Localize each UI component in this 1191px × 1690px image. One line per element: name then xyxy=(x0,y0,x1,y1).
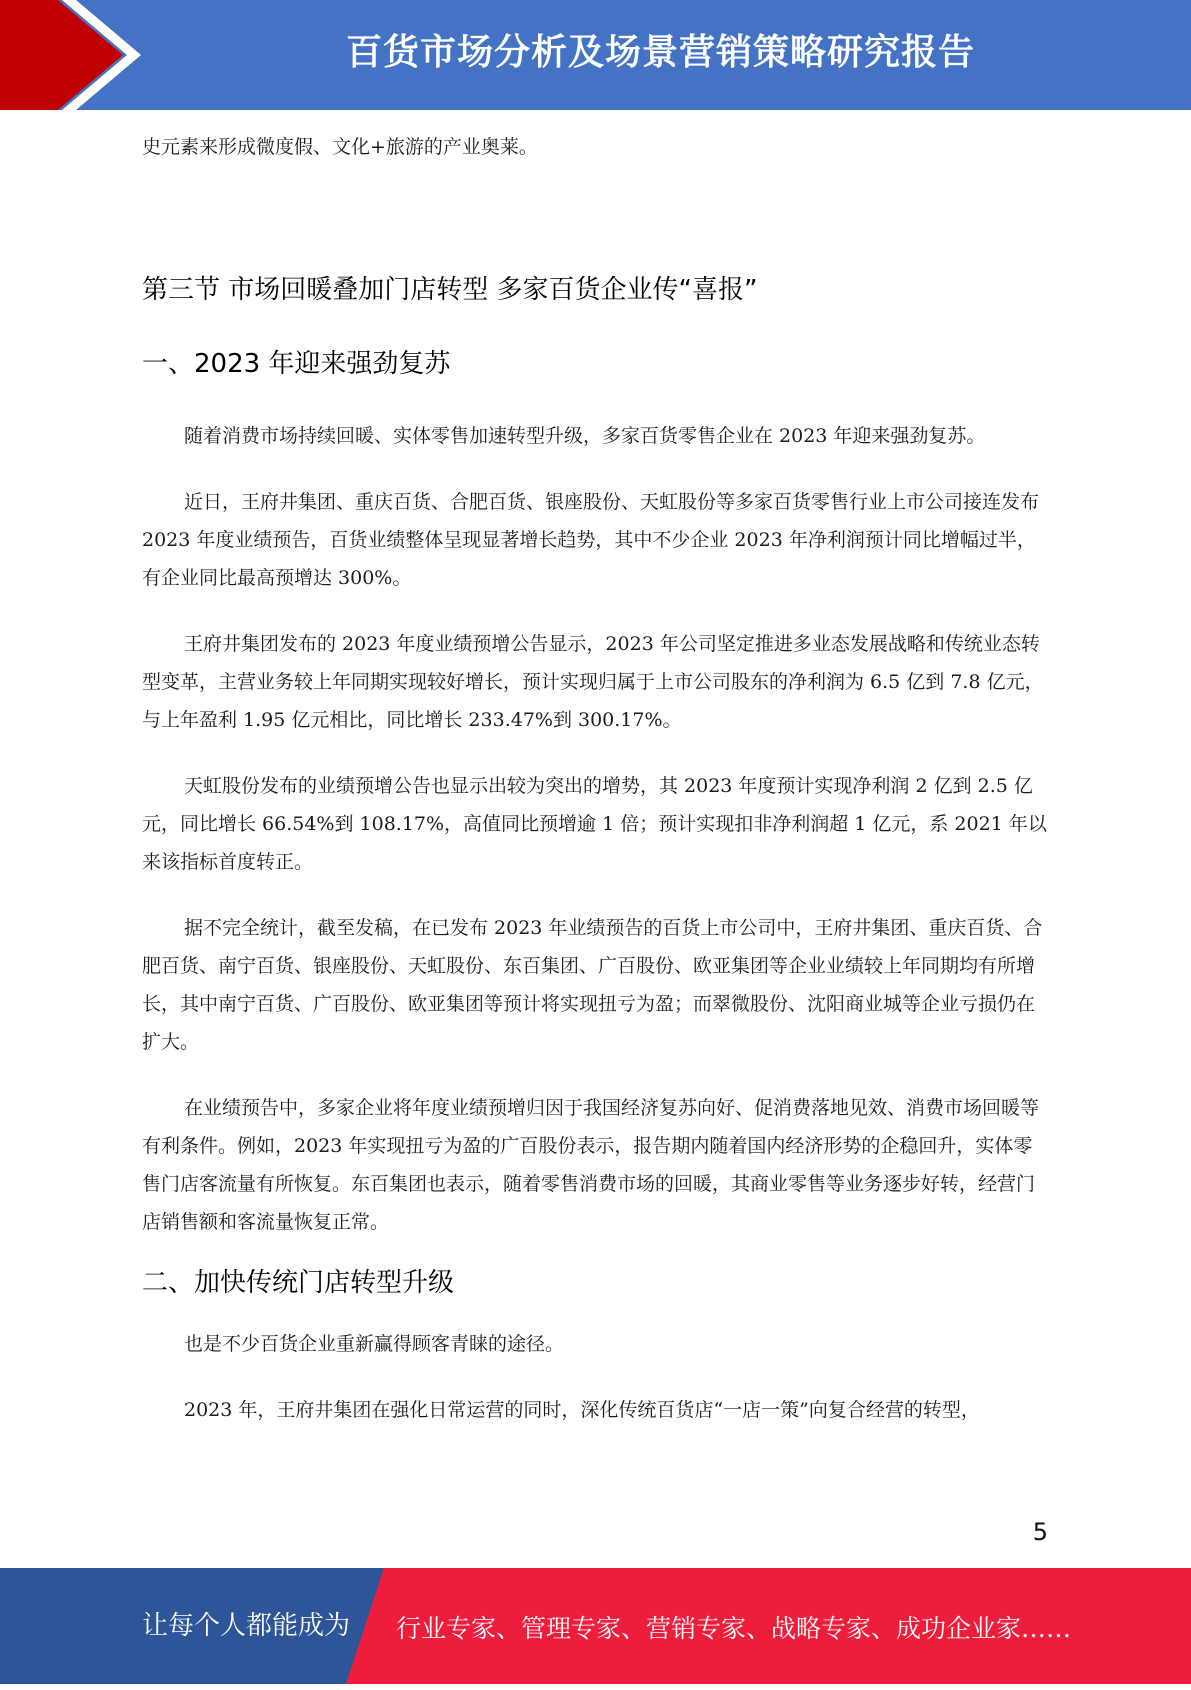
subsection-title-2: 二、加快传统门店转型升级 xyxy=(142,1268,455,1298)
report-title: 百货市场分析及场景营销策略研究报告 xyxy=(345,32,975,73)
paragraph-wangfujing: 王府井集团发布的 2023 年度业绩预增公告显示，2023 年公司坚定推进多业态发展战略和传统业态转型变革，主营业务较上年同期实现较好增长，预计实现归属于上市公司股东的净利润为 6.5 亿到 7.8 亿元，与上年盈利 1.95 亿元相比，同比增长 233.47%到 300.17%。 xyxy=(142,633,1044,731)
paragraph-tianhong: 天虹股份发布的业绩预增公告也显示出较为突出的增势，其 2023 年度预计实现净利润 2 亿到 2.5 亿元，同比增长 66.54%到 108.17%，高值同比预增逾 1 倍；预计实现扣非净利润超 1 亿元，系 2021 年以来该指标首度转正。 xyxy=(142,775,1047,873)
footer-slogan-right: 行业专家、管理专家、营销专家、战略专家、成功企业家…… xyxy=(396,1614,1072,1643)
paragraph-forecasts: 近日，王府井集团、重庆百货、合肥百货、银座股份、天虹股份等多家百货零售行业上市公司接连发布 2023 年度业绩预告，百货业绩整体呈现显著增长趋势，其中不少企业 2023 年净利润预计同比增幅过半，有企业同比最高预增达 300%。 xyxy=(142,491,1040,589)
paragraph-attribution: 在业绩预告中，多家企业将年度业绩预增归因于我国经济复苏向好、促消费落地见效、消费市场回暖等有利条件。例如，2023 年实现扭亏为盈的广百股份表示，报告期内随着国内经济形势的企稳回升，实体零售门店客流量有所恢复。东百集团也表示，随着零售消费市场的回暖，其商业零售等业务逐步好转，经营门店销售额和客流量恢复正常。 xyxy=(142,1097,1040,1233)
header-arrow-decoration xyxy=(0,0,150,110)
page-header xyxy=(0,0,1191,110)
continuation-paragraph: 史元素来形成微度假、文化+旅游的产业奥莱。 xyxy=(142,136,538,158)
document-body xyxy=(142,128,1047,1429)
paragraph-statistics: 据不完全统计，截至发稿，在已发布 2023 年业绩预告的百货上市公司中，王府井集团、重庆百货、合肥百货、南宁百货、银座股份、天虹股份、东百集团、广百股份、欧亚集团等企业业绩较上年同期均有所增长，其中南宁百货、广百股份、欧亚集团等预计将实现扭亏为盈；而翠微股份、沈阳商业城等企业亏损仍在扩大。 xyxy=(142,917,1043,1053)
paragraph-recovery: 随着消费市场持续回暖、实体零售加速转型升级，多家百货零售企业在 2023 年迎来强劲复苏。 xyxy=(184,425,986,447)
page-footer xyxy=(0,1568,1191,1684)
section-title: 第三节 市场回暖叠加门店转型 多家百货企业传“喜报” xyxy=(142,275,758,305)
paragraph-transformation-intro: 也是不少百货企业重新赢得顾客青睐的途径。 xyxy=(184,1333,565,1355)
page-number: 5 xyxy=(1032,1518,1048,1546)
paragraph-wangfujing-2023: 2023 年，王府井集团在强化日常运营的同时，深化传统百货店“一店一策”向复合经营的转型， xyxy=(184,1399,980,1421)
footer-slogan-left: 让每个人都能成为 xyxy=(142,1611,351,1641)
subsection-title-1: 一、2023 年迎来强劲复苏 xyxy=(142,349,451,379)
